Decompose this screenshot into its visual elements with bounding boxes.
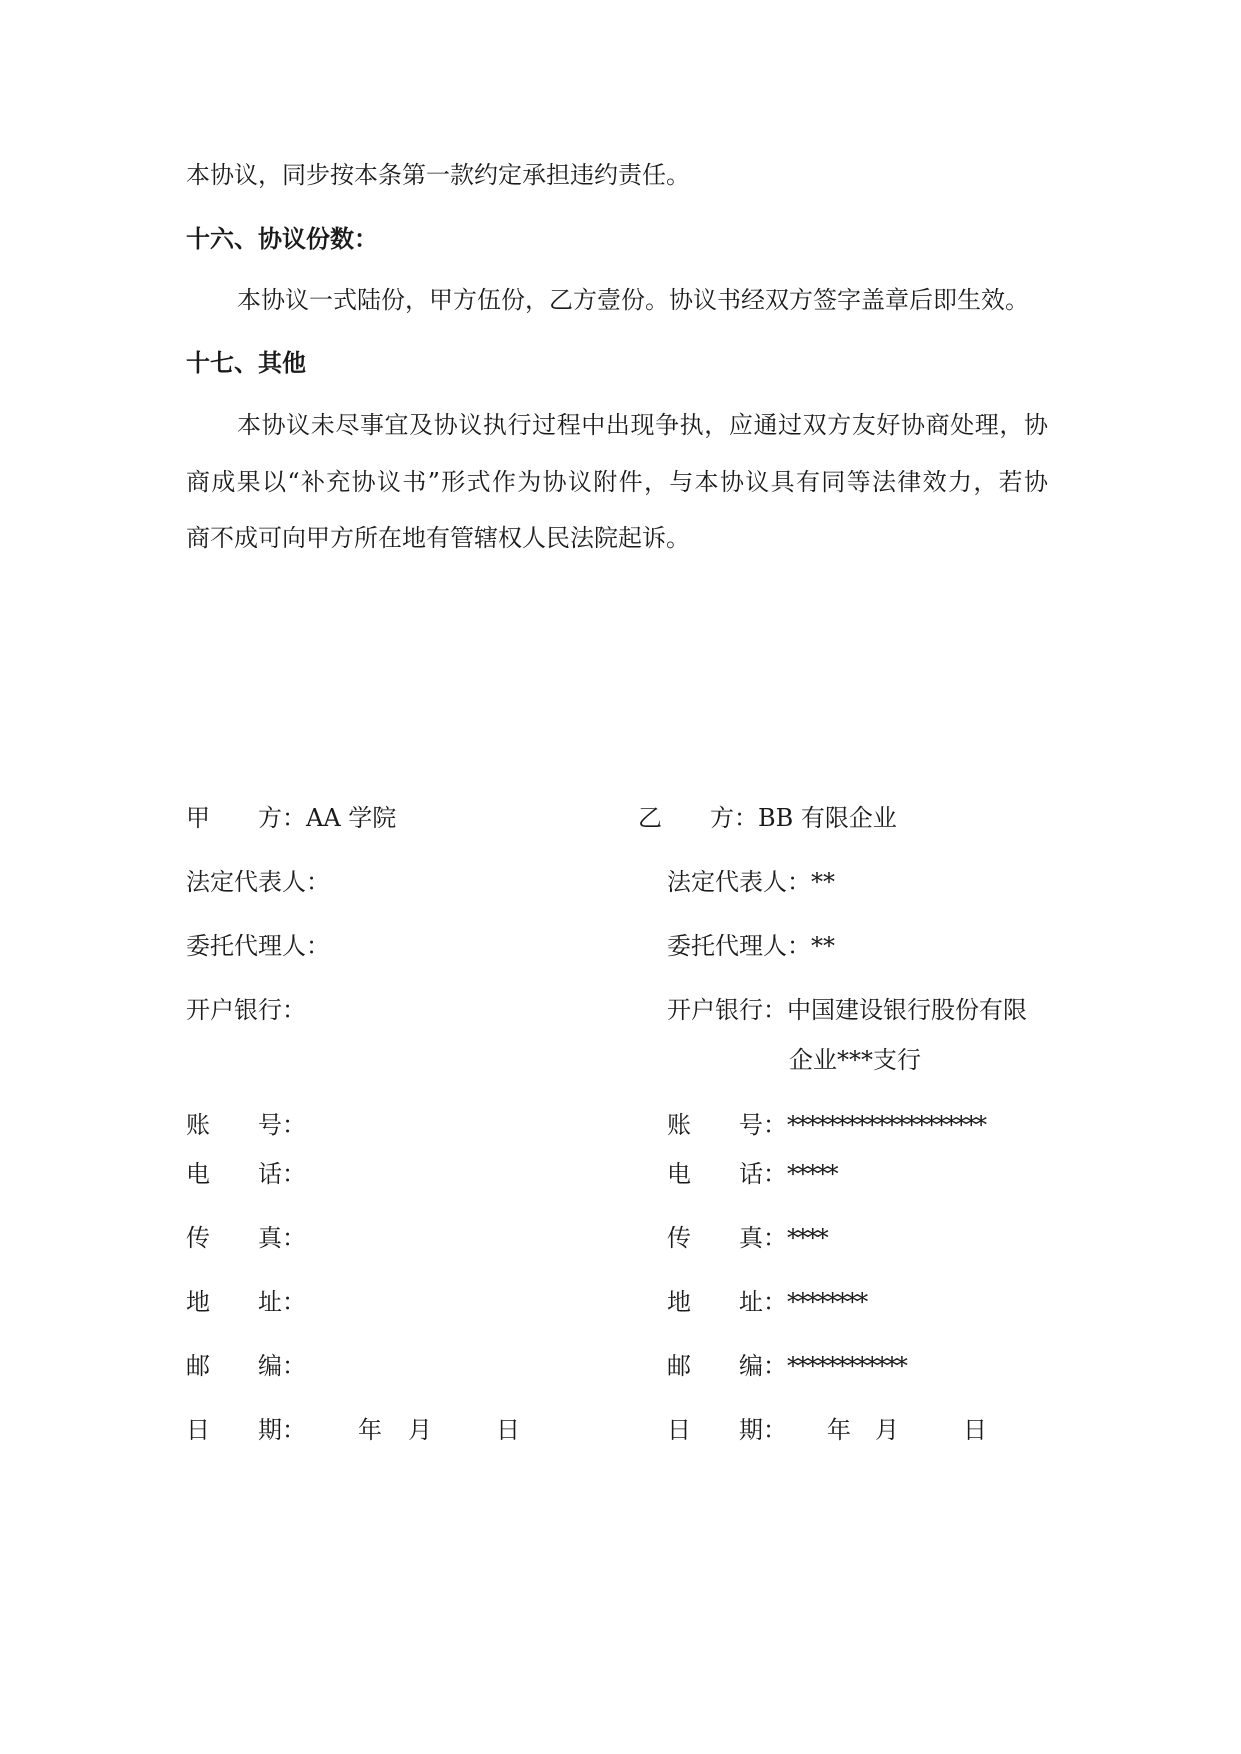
party-b-month: 月 — [875, 1416, 899, 1444]
party-a-month: 月 — [408, 1416, 432, 1444]
party-a-agent-row — [186, 931, 330, 961]
party-b-account-value: ******************** — [787, 1111, 986, 1139]
party-b-agent-label: 委托代理人： — [667, 932, 811, 960]
party-a-date-label: 日 期： — [186, 1416, 306, 1444]
party-a-name-row — [186, 803, 396, 833]
party-b-fax-row — [667, 1223, 827, 1253]
party-b-postcode-row — [667, 1351, 906, 1381]
party-b-fax-value: **** — [787, 1224, 827, 1252]
party-b-bank-value-line-2: 企业***支行 — [789, 1046, 921, 1074]
party-a-year: 年 — [358, 1416, 382, 1444]
party-b-account-label: 账 号： — [667, 1111, 787, 1139]
party-a-date-row — [186, 1415, 520, 1445]
party-b-label: 乙 方： — [638, 804, 758, 832]
section-17-line-2: 商成果以“补充协议书”形式作为协议附件，与本协议具有同等法律效力，若协 — [186, 468, 1048, 496]
party-b-bank-row — [667, 995, 1027, 1025]
party-b-phone-value: ***** — [787, 1160, 837, 1188]
party-b-address-row — [667, 1287, 866, 1317]
party-b-day: 日 — [963, 1416, 987, 1444]
continuation-text: 本协议，同步按本条第一款约定承担违约责任。 — [186, 161, 690, 189]
party-b-postcode-value: ************ — [787, 1352, 906, 1380]
party-a-bank-row — [186, 995, 306, 1025]
party-b-agent-value: ** — [811, 932, 835, 960]
party-a-account-label: 账 号： — [186, 1111, 306, 1139]
party-b-legal-rep-value: ** — [811, 868, 835, 896]
section-16-text: 本协议一式陆份，甲方伍份，乙方壹份。协议书经双方签字盖章后即生效。 — [237, 286, 1029, 314]
party-b-value: BB 有限企业 — [758, 804, 897, 832]
party-b-bank-row-2 — [789, 1045, 921, 1075]
party-a-phone-label: 电 话： — [186, 1160, 306, 1188]
party-a-account-row — [186, 1110, 306, 1140]
party-b-legal-rep-row — [667, 867, 835, 897]
party-a-address-label: 地 址： — [186, 1288, 306, 1316]
party-a-legal-rep-row — [186, 867, 330, 897]
party-a-address-row — [186, 1287, 306, 1317]
party-b-account-row — [667, 1110, 985, 1140]
party-b-phone-row — [667, 1159, 837, 1189]
party-b-bank-value-line-1: 中国建设银行股份有限 — [787, 996, 1027, 1024]
section-17-line-3: 商不成可向甲方所在地有管辖权人民法院起诉。 — [186, 524, 690, 552]
party-a-legal-rep-label: 法定代表人： — [186, 868, 330, 896]
party-b-address-value: ******** — [787, 1288, 867, 1316]
party-b-agent-row — [667, 931, 835, 961]
party-a-value: AA 学院 — [306, 804, 397, 832]
party-a-fax-label: 传 真： — [186, 1224, 306, 1252]
party-a-bank-label: 开户银行： — [186, 996, 306, 1024]
party-b-date-row — [667, 1415, 987, 1445]
party-b-address-label: 地 址： — [667, 1288, 787, 1316]
party-b-bank-label: 开户银行： — [667, 996, 787, 1024]
section-17-line-1: 本协议未尽事宜及协议执行过程中出现争执，应通过双方友好协商处理，协 — [237, 411, 1048, 439]
section-17-heading: 十七、其他 — [186, 349, 306, 377]
party-a-postcode-row — [186, 1351, 306, 1381]
party-b-phone-label: 电 话： — [667, 1160, 787, 1188]
party-b-name-row — [638, 803, 897, 833]
party-b-fax-label: 传 真： — [667, 1224, 787, 1252]
section-16-heading: 十六、协议份数： — [186, 225, 378, 253]
party-a-label: 甲 方： — [186, 804, 306, 832]
party-a-day: 日 — [496, 1416, 520, 1444]
party-b-date-label: 日 期： — [667, 1416, 787, 1444]
party-a-fax-row — [186, 1223, 306, 1253]
party-a-postcode-label: 邮 编： — [186, 1352, 306, 1380]
party-a-agent-label: 委托代理人： — [186, 932, 330, 960]
party-b-legal-rep-label: 法定代表人： — [667, 868, 811, 896]
party-a-phone-row — [186, 1159, 306, 1189]
party-b-year: 年 — [827, 1416, 851, 1444]
party-b-postcode-label: 邮 编： — [667, 1352, 787, 1380]
